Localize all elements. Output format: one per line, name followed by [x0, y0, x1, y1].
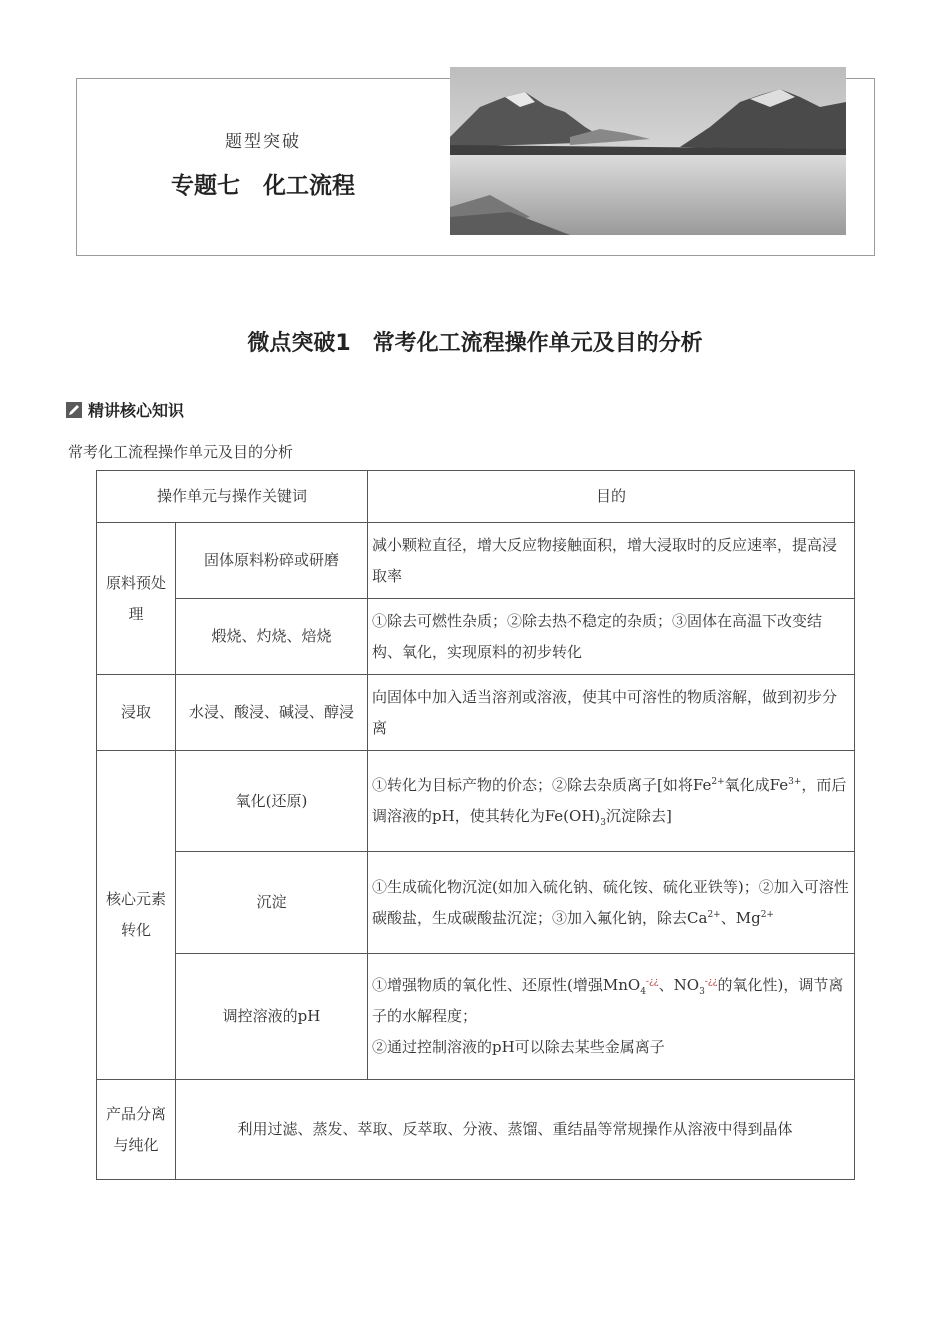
op-leach: 水浸、酸浸、碱浸、醇浸	[176, 675, 368, 751]
purpose-grind: 减小颗粒直径，增大反应物接触面积，增大浸取时的反应速率，提高浸取率	[368, 523, 855, 599]
header-op: 操作单元与操作关键词	[97, 471, 368, 523]
table-row	[97, 954, 855, 1080]
group-core: 核心元素转化	[97, 751, 176, 1080]
table-row	[97, 523, 855, 599]
subhead	[66, 398, 184, 421]
purpose-calcine: ①除去可燃性杂质；②除去热不稳定的杂质；③固体在高温下改变结构、氧化，实现原料的初步转化	[368, 599, 855, 675]
table-row	[97, 751, 855, 852]
purpose-ph: ①增强物质的氧化性、还原性(增强MnO$_4$-¿¿、$NO_3^{-¿¿}$的氧化性)，调节离子的水解程度； ②通过控制溶液的pH可以除去某些金属离子	[368, 954, 855, 1080]
purpose-leach: 向固体中加入适当溶剂或溶液，使其中可溶性的物质溶解，做到初步分离	[368, 675, 855, 751]
pencil-icon	[66, 402, 82, 418]
table-header-row	[97, 471, 855, 523]
operations-table	[96, 470, 855, 1180]
header-purpose: 目的	[368, 471, 855, 523]
purpose-separate: 利用过滤、蒸发、萃取、反萃取、分液、蒸馏、重结晶等常规操作从溶液中得到晶体	[176, 1080, 855, 1180]
intro-text: 常考化工流程操作单元及目的分析	[68, 443, 294, 461]
op-calcine: 煅烧、灼烧、焙烧	[176, 599, 368, 675]
op-precip: 沉淀	[176, 852, 368, 954]
table-row	[97, 675, 855, 751]
group-separate: 产品分离与纯化	[97, 1080, 176, 1180]
banner-subtitle: 题型突破	[225, 132, 301, 152]
section-title: 微点突破1 常考化工流程操作单元及目的分析	[247, 331, 703, 356]
purpose-precip: ①生成硫化物沉淀(如加入硫化钠、硫化铵、硫化亚铁等)；②加入可溶性碳酸盐，生成碳酸盐沉淀；③加入氟化钠，除去$Ca^{2+}$、$Mg^{2+}$	[368, 852, 855, 954]
op-ph: 调控溶液的pH	[176, 954, 368, 1080]
group-pretreat: 原料预处理	[97, 523, 176, 675]
subhead-text: 精讲核心知识	[88, 401, 185, 420]
table-row	[97, 599, 855, 675]
op-oxidation: 氧化(还原)	[176, 751, 368, 852]
table-row	[97, 1080, 855, 1180]
banner-title: 专题七 化工流程	[171, 173, 355, 199]
op-grind: 固体原料粉碎或研磨	[176, 523, 368, 599]
lake-mountain-photo	[450, 67, 846, 235]
table-row	[97, 852, 855, 954]
purpose-oxidation: ①转化为目标产物的价态；②除去杂质离子[如将$Fe^{2+}$氧化成$Fe^{3+}$，而后调溶液的pH，使其转化为$Fe(OH)_3$沉淀除去]	[368, 751, 855, 852]
group-leach: 浸取	[97, 675, 176, 751]
header-banner	[76, 78, 875, 256]
